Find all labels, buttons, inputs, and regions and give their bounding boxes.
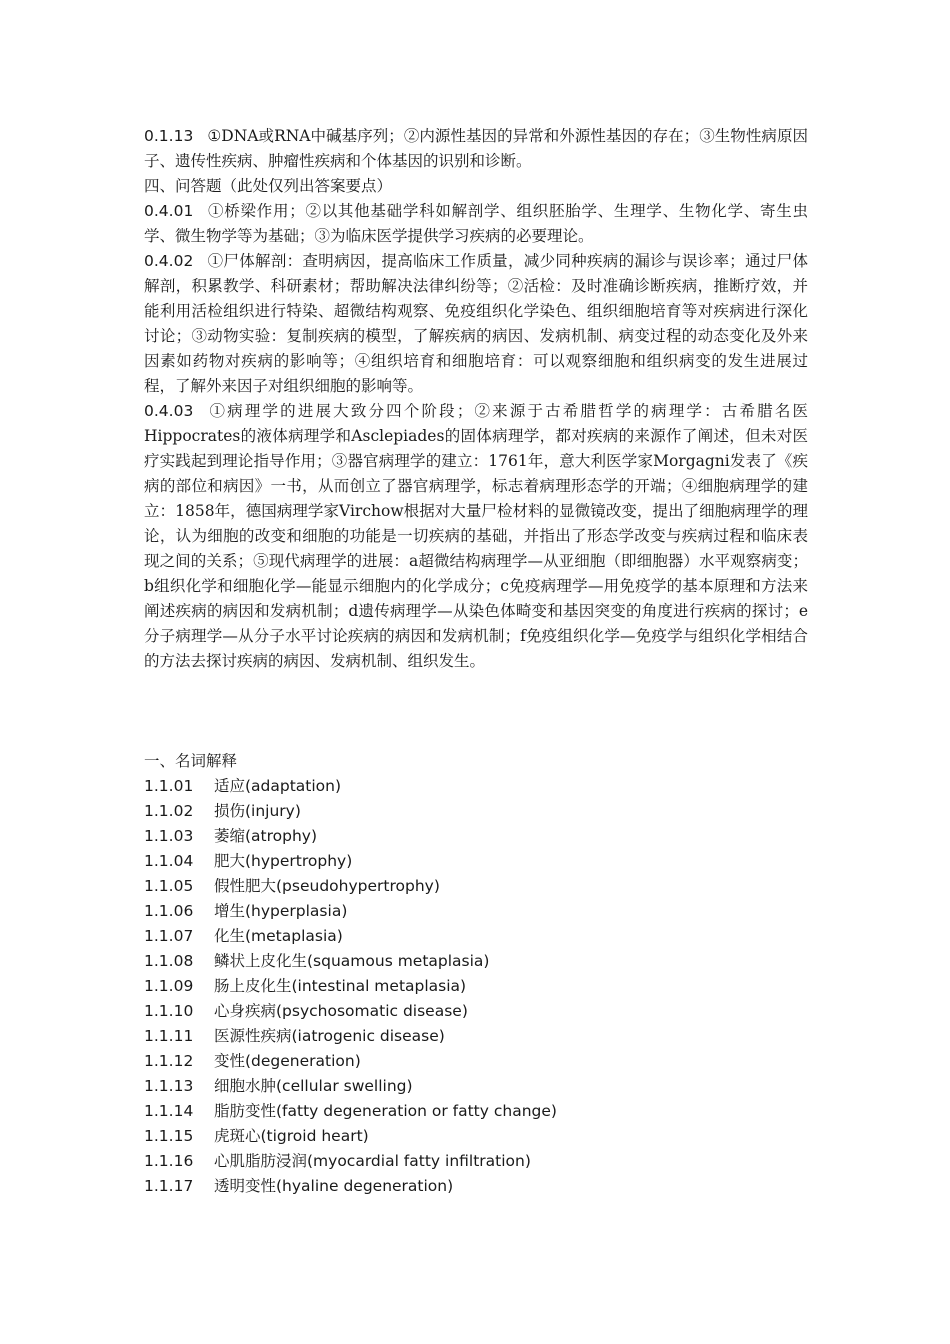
answer-0-1-13 (144, 124, 808, 174)
answer-text: ①DNA或RNA中碱基序列；②内源性基因的异常和外源性基因的存在；③生物性病原因子、遗传性疾病、肿瘤性疾病和个体基因的识别和诊断。 (144, 127, 808, 170)
list-item (144, 949, 808, 974)
list-item (144, 1074, 808, 1099)
term-text: 肥大(hypertrophy) (214, 852, 353, 870)
term-number: 1.1.04 (144, 852, 194, 870)
term-text: 心身疾病(psychosomatic disease) (214, 1002, 468, 1020)
list-item (144, 849, 808, 874)
list-item (144, 774, 808, 799)
answer-number: 0.4.01 (144, 202, 194, 220)
answer-number: 0.4.03 (144, 402, 194, 420)
term-text: 损伤(injury) (214, 802, 301, 820)
answer-text: ①尸体解剖：查明病因，提高临床工作质量，减少同种疾病的漏诊与误诊率；通过尸体解剖，积累教学、科研素材；帮助解决法律纠纷等；②活检：及时准确诊断疾病，推断疗效，并能利用活检组织进行特染、超微结构观察、免疫组织化学染色、组织细胞培育等对疾病进行深化讨论；③动物实验：复制疾病的模型，了解疾病的病因、发病机制、病变过程的动态变化及外来因素如药物对疾病的影响等；④组织培育和细胞培育：可以观察细胞和组织病变的发生进展过程，了解外来因子对组织细胞的影响等。 (144, 252, 808, 395)
document-page (144, 124, 808, 1199)
term-number: 1.1.10 (144, 1002, 194, 1020)
term-text: 虎斑心(tigroid heart) (214, 1127, 369, 1145)
list-item (144, 974, 808, 999)
term-number: 1.1.03 (144, 827, 194, 845)
term-number: 1.1.08 (144, 952, 194, 970)
term-text: 萎缩(atrophy) (214, 827, 318, 845)
term-text: 心肌脂肪浸润(myocardial fatty infiltration) (214, 1152, 531, 1170)
term-text: 肠上皮化生(intestinal metaplasia) (214, 977, 467, 995)
term-number: 1.1.14 (144, 1102, 194, 1120)
answer-0-4-01 (144, 199, 808, 249)
section-heading-text: 四、问答题（此处仅列出答案要点） (144, 177, 393, 195)
list-item (144, 824, 808, 849)
answer-number: 0.1.13 (144, 127, 194, 145)
term-text: 医源性疾病(iatrogenic disease) (214, 1027, 445, 1045)
list-item (144, 899, 808, 924)
term-text: 假性肥大(pseudohypertrophy) (214, 877, 440, 895)
term-number: 1.1.09 (144, 977, 194, 995)
term-number: 1.1.13 (144, 1077, 194, 1095)
blank-space (144, 674, 808, 749)
term-text: 化生(metaplasia) (214, 927, 343, 945)
term-number: 1.1.01 (144, 777, 194, 795)
answer-text: ①病理学的进展大致分四个阶段；②来源于古希腊哲学的病理学：古希腊名医Hippocrates的液体病理学和Asclepiades的固体病理学，都对疾病的来源作了阐述，但未对医疗实践起到理论指导作用；③器官病理学的建立：1761年，意大利医学家Morgagni发表了《疾病的部位和病因》一书，从而创立了器官病理学，标志着病理形态学的开端；④细胞病理学的建立：1858年，德国病理学家Virchow根据对大量尸检材料的显微镜改变，提出了细胞病理学的理论，认为细胞的改变和细胞的功能是一切疾病的基础，并指出了形态学改变与疾病过程和临床表现之间的关系；⑤现代病理学的进展：a超微结构病理学—从亚细胞（即细胞器）水平观察病变；b组织化学和细胞化学—能显示细胞内的化学成分；c免疫病理学—用免疫学的基本原理和方法来阐述疾病的病因和发病机制；d遗传病理学—从染色体畸变和基因突变的角度进行疾病的探讨；e分子病理学—从分子水平讨论疾病的病因和发病机制；f免疫组织化学—免疫学与组织化学相结合的方法去探讨疾病的病因、发病机制、组织发生。 (144, 402, 808, 670)
section-title: 一、名词解释 (144, 752, 238, 770)
term-text: 增生(hyperplasia) (214, 902, 348, 920)
list-item (144, 1124, 808, 1149)
term-number: 1.1.17 (144, 1177, 194, 1195)
list-item (144, 1149, 808, 1174)
term-number: 1.1.07 (144, 927, 194, 945)
term-list (144, 774, 808, 1199)
list-item (144, 999, 808, 1024)
term-number: 1.1.06 (144, 902, 194, 920)
term-text: 鳞状上皮化生(squamous metaplasia) (214, 952, 490, 970)
term-text: 脂肪变性(fatty degeneration or fatty change) (214, 1102, 557, 1120)
list-item (144, 799, 808, 824)
term-number: 1.1.12 (144, 1052, 194, 1070)
section-heading-qa (144, 174, 808, 199)
list-item (144, 1049, 808, 1074)
term-text: 细胞水肿(cellular swelling) (214, 1077, 413, 1095)
term-number: 1.1.16 (144, 1152, 194, 1170)
list-item (144, 924, 808, 949)
term-number: 1.1.11 (144, 1027, 194, 1045)
list-item (144, 874, 808, 899)
list-item (144, 1024, 808, 1049)
list-item (144, 1099, 808, 1124)
answer-0-4-03 (144, 399, 808, 674)
term-number: 1.1.05 (144, 877, 194, 895)
list-item (144, 1174, 808, 1199)
term-number: 1.1.15 (144, 1127, 194, 1145)
answer-number: 0.4.02 (144, 252, 194, 270)
term-text: 变性(degeneration) (214, 1052, 361, 1070)
answer-0-4-02 (144, 249, 808, 399)
term-number: 1.1.02 (144, 802, 194, 820)
answer-text: ①桥梁作用；②以其他基础学科如解剖学、组织胚胎学、生理学、生物化学、寄生虫学、微生物学等为基础；③为临床医学提供学习疾病的必要理论。 (144, 202, 808, 245)
term-text: 适应(adaptation) (214, 777, 342, 795)
term-text: 透明变性(hyaline degeneration) (214, 1177, 454, 1195)
